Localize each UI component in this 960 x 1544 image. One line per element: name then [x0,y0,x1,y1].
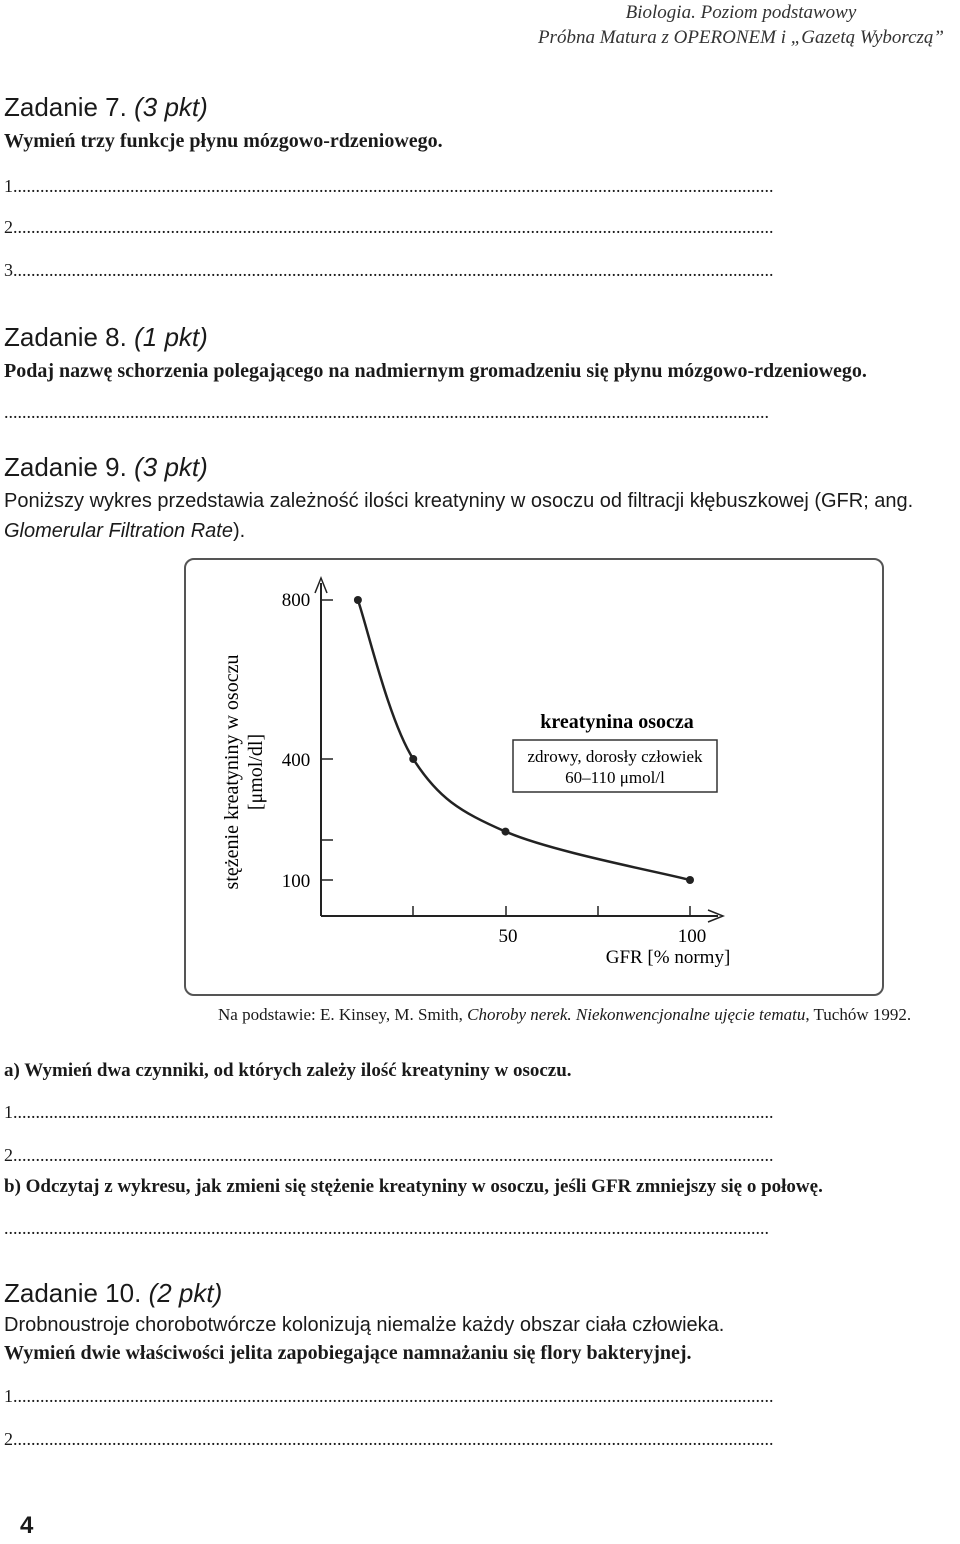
answer-number: 2. [4,1429,18,1449]
task8-prompt: Podaj nazwę schorzenia polegającego na nadmiernym gromadzeniu się płynu mózgowo-rdzeniowego. [4,360,867,382]
intro-end: ). [232,520,246,542]
answer-number: 1. [4,176,18,196]
task10-number: Zadanie 10. [4,1278,142,1308]
answer-number: 1. [4,1386,18,1406]
task7-answer-1[interactable]: 1......................................................................................................................................................................... [4,176,774,196]
x-tick-label: 50 [498,926,518,947]
task10-points: (2 pkt) [148,1278,223,1308]
task8-points: (1 pkt) [134,322,208,352]
x-axis-label: GFR [% normy] [605,947,731,968]
task9-title [4,452,208,482]
task9a-answer-1[interactable]: 1......................................................................................................................................................................... [4,1102,774,1122]
task8-answer[interactable]: .......................................................................................................................................................................... [4,402,769,422]
x-tick-label: 100 [677,926,707,947]
legend-line1: zdrowy, dorosły człowiek [527,747,703,766]
task9a-answer-2[interactable]: 2......................................................................................................................................................................... [4,1145,774,1165]
page-number: 4 [20,1512,34,1539]
task9-intro: Poniższy wykres przedstawia zależność ilości kreatyniny w osoczu od filtracji kłębuszkowej (GFR; ang. [4,490,914,512]
page-header [538,0,944,50]
task7-title [4,92,208,122]
y-axis-label-line2: [μmol/dl] [245,733,267,811]
y-tick-label: 800 [281,590,311,611]
y-tick-label: 100 [281,871,311,892]
task9-question-b: b) Odczytaj z wykresu, jak zmieni się stężenie kreatyniny w osoczu, jeśli GFR zmniejszy się o połowę. [4,1176,823,1197]
header-subject: Biologia. Poziom podstawowy [625,2,857,23]
task10-answer-2[interactable]: 2......................................................................................................................................................................... [4,1429,774,1449]
task9b-answer[interactable]: .......................................................................................................................................................................... [4,1218,769,1238]
chart-source [218,1004,911,1026]
task10-answer-1[interactable]: 1......................................................................................................................................................................... [4,1386,774,1406]
task10-title [4,1278,222,1308]
chart-frame [184,558,884,996]
legend-title: kreatynina osocza [540,711,694,733]
task9-points: (3 pkt) [134,452,208,482]
source-suffix: , Tuchów 1992. [805,1005,912,1024]
answer-number: 3. [4,260,18,280]
answer-number: 1. [4,1102,18,1122]
task9-intro-cont [4,518,245,544]
source-prefix: Na podstawie: E. Kinsey, M. Smith, [218,1005,468,1024]
header-exam: Próbna Matura z OPERONEM i „Gazetą Wyborczą” [537,27,944,48]
answer-number: 2. [4,217,18,237]
source-book: Choroby nerek. Niekonwencjonalne ujęcie tematu [467,1005,806,1024]
task10-intro: Drobnoustroje chorobotwórcze kolonizują niemalże każdy obszar ciała człowieka. [4,1314,725,1336]
task7-answer-2[interactable]: 2......................................................................................................................................................................... [4,217,774,237]
task7-number: Zadanie 7. [4,92,127,122]
task8-title [4,322,208,352]
gfr-expansion: Glomerular Filtration Rate [4,520,233,542]
task9-question-a: a) Wymień dwa czynniki, od których zależy ilość kreatyniny w osoczu. [4,1060,572,1081]
y-tick-label: 400 [281,750,311,771]
y-axis-label-line1: stężenie kreatyniny w osoczu [221,654,243,890]
task7-points: (3 pkt) [134,92,208,122]
task8-number: Zadanie 8. [4,322,127,352]
task10-prompt: Wymień dwie właściwości jelita zapobiegające namnażaniu się flory bakteryjnej. [4,1342,692,1364]
task9-number: Zadanie 9. [4,452,127,482]
answer-number: 2. [4,1145,18,1165]
task7-answer-3[interactable]: 3......................................................................................................................................................................... [4,260,774,280]
task7-prompt: Wymień trzy funkcje płynu mózgowo-rdzeniowego. [4,130,443,152]
legend-line2: 60–110 μmol/l [565,768,665,787]
